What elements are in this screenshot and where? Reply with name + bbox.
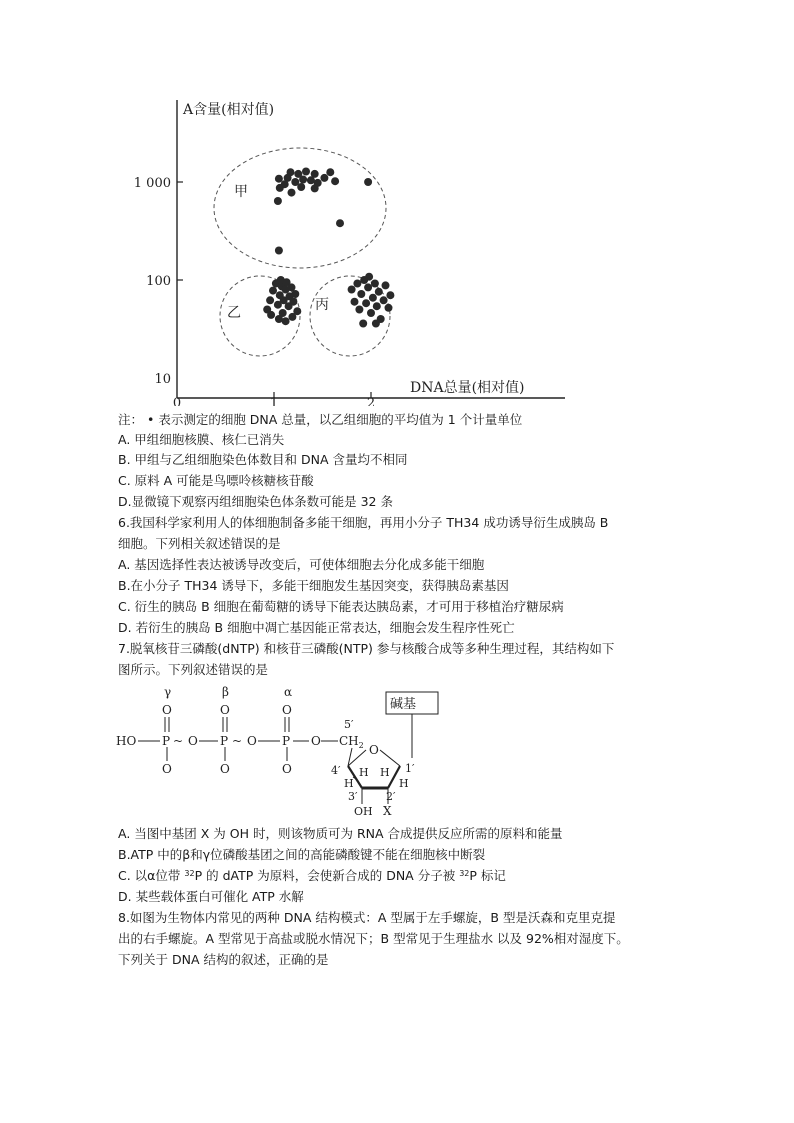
data-point-bing	[351, 298, 359, 306]
gamma-oxygen-top: O	[162, 703, 172, 717]
base-label: 碱基	[390, 697, 417, 712]
data-point-jia	[299, 176, 307, 184]
h1: H	[380, 766, 390, 779]
hydroxyl-ho: HO	[116, 734, 137, 748]
q7-option-a: A. 当图中基团 X 为 OH 时，则该物质可为 RNA 合成提供反应所需的原料和能量	[118, 826, 563, 841]
y-tick-label: 1 000	[133, 176, 171, 191]
data-point-yi	[267, 311, 275, 319]
beta-oxygen-bottom: O	[220, 762, 230, 776]
data-point-jia	[320, 174, 328, 182]
q6-stem-line-1: 6.我国科学家利用人的体细胞制备多能干细胞，再用小分子 TH34 成功诱导衍生成胰岛 B	[118, 515, 609, 530]
phosphorus-beta: P	[220, 734, 229, 748]
svg-text:~: ~	[232, 734, 243, 748]
q6-option-b: B.在小分子 TH34 诱导下，多能干细胞发生基因突变，获得胰岛素基因	[118, 578, 509, 593]
phosphorus-gamma: P	[162, 734, 171, 748]
q6-option-c: C. 衍生的胰岛 B 细胞在葡萄糖的诱导下能表达胰岛素，才可用于移植治疗糖尿病	[118, 599, 564, 614]
q7-option-d: D. 某些载体蛋白可催化 ATP 水解	[118, 889, 304, 904]
data-point-bing	[369, 294, 377, 302]
data-point-yi	[277, 276, 285, 284]
x-axis-label: DNA总量(相对值)	[410, 380, 525, 396]
data-point-jia	[287, 168, 295, 176]
group-yi-label: 乙	[227, 305, 241, 321]
data-point-yi	[291, 290, 299, 298]
q8-stem-line-2: 出的右手螺旋。A 型常见于高盐或脱水情况下；B 型常见于生理盐水 以及 92%相对湿度下。	[118, 931, 629, 946]
y-tick-label: 100	[146, 274, 171, 289]
alpha-oxygen-bottom: O	[282, 762, 292, 776]
data-point-yi	[288, 313, 296, 321]
data-point-bing	[386, 291, 394, 299]
q7-stem-line-2: 图所示。下列叙述错误的是	[118, 662, 269, 677]
group-jia-ellipse	[214, 148, 386, 268]
data-point-bing	[355, 306, 363, 314]
data-point-bing	[382, 281, 390, 289]
x-tick-label: 2	[366, 396, 376, 406]
data-point-jia	[311, 184, 319, 192]
group-bing-label: 丙	[315, 297, 329, 313]
group-jia-label: 甲	[234, 184, 248, 200]
q5-option-b: B. 甲组与乙组细胞染色体数目和 DNA 含量均不相同	[118, 452, 408, 467]
svg-text:~: ~	[173, 734, 184, 748]
q8-stem-line-3: 下列关于 DNA 结构的叙述，正确的是	[118, 952, 329, 967]
alpha-label: α	[284, 685, 293, 699]
q5-option-d: D.显微镜下观察丙组细胞染色体条数可能是 32 条	[118, 494, 393, 509]
q7-option-c: C. 以α位带 $^{32}$P 的 dATP 为原料，会使新合成的 DNA 分子被 $^{32}$P 标记	[118, 868, 506, 883]
data-point-bing	[367, 309, 375, 317]
h4: H	[359, 766, 369, 779]
oh-3prime: OH	[354, 805, 373, 818]
x-tick-label: 1	[269, 396, 279, 406]
data-point-bing	[371, 280, 379, 288]
c5-label: 5′	[344, 718, 354, 731]
h2: H	[399, 777, 409, 790]
data-point-jia	[311, 170, 319, 178]
data-point-yi	[266, 296, 274, 304]
data-point-jia	[364, 178, 372, 186]
c2-label: 2′	[386, 790, 396, 803]
data-point-bing	[353, 280, 361, 288]
ester-oxygen: O	[311, 734, 321, 748]
c1-label: 1′	[405, 762, 415, 775]
data-point-bing	[373, 302, 381, 310]
chart-note: 注： • 表示测定的细胞 DNA 总量，以乙组细胞的平均值为 1 个计量单位	[118, 412, 523, 427]
data-point-yi	[289, 298, 297, 306]
q8-stem-line-1: 8.如图为生物体内常见的两种 DNA 结构模式：A 型属于左手螺旋，B 型是沃森和克里克提	[118, 910, 616, 925]
data-point-bing	[380, 296, 388, 304]
data-point-jia	[275, 247, 283, 255]
q6-stem-line-2: 细胞。下列相关叙述错误的是	[118, 536, 281, 551]
group-x: X	[383, 804, 392, 818]
data-point-bing	[364, 283, 372, 291]
ntp-structure-diagram	[116, 684, 446, 820]
gamma-label: γ	[164, 685, 172, 699]
q5-option-a: A. 甲组细胞核膜、核仁已消失	[118, 432, 285, 447]
data-point-jia	[302, 168, 310, 176]
data-point-jia	[288, 189, 296, 197]
q7-stem-line-1: 7.脱氧核苷三磷酸(dNTP) 和核苷三磷酸(NTP) 参与核酸合成等多种生理过程，其结构如下	[118, 641, 615, 656]
c4-label: 4′	[331, 764, 341, 777]
beta-oxygen-top: O	[220, 703, 230, 717]
data-point-jia	[331, 177, 339, 185]
data-point-bing	[375, 288, 383, 296]
data-point-jia	[326, 168, 334, 176]
c3-label: 3′	[348, 790, 358, 803]
h3: H	[344, 777, 354, 790]
q6-option-a: A. 基因选择性表达被诱导改变后，可使体细胞去分化成多能干细胞	[118, 557, 485, 572]
data-point-bing	[362, 299, 370, 307]
q6-option-d: D. 若衍生的胰岛 B 细胞中凋亡基因能正常表达，细胞会发生程序性死亡	[118, 620, 515, 635]
y-axis-label: A含量(相对值)	[183, 102, 275, 118]
data-point-bing	[372, 320, 380, 328]
gamma-oxygen-bottom: O	[162, 762, 172, 776]
q5-option-c: C. 原料 A 可能是鸟嘌呤核糖核苷酸	[118, 473, 314, 488]
bridge-oxygen-1: O	[188, 734, 198, 748]
data-point-jia	[336, 219, 344, 227]
data-point-jia	[275, 175, 283, 183]
data-point-bing	[357, 290, 365, 298]
scatter-chart	[110, 98, 570, 406]
y-tick-label: 10	[154, 372, 171, 387]
alpha-oxygen-top: O	[282, 703, 292, 717]
q7-option-b: B.ATP 中的β和γ位磷酸基团之间的高能磷酸键不能在细胞核中断裂	[118, 847, 486, 862]
data-point-yi	[269, 287, 277, 295]
data-point-bing	[385, 304, 393, 312]
data-point-bing	[359, 320, 367, 328]
data-point-jia	[274, 197, 282, 205]
beta-label: β	[222, 685, 229, 699]
bridge-oxygen-2: O	[247, 734, 257, 748]
phosphorus-alpha: P	[282, 734, 291, 748]
ring-oxygen: O	[369, 743, 379, 757]
x-tick-label: 0	[172, 396, 182, 406]
data-point-yi	[282, 317, 290, 325]
data-point-bing	[348, 286, 356, 294]
ch2-group: $CH_2$	[339, 734, 364, 750]
data-point-jia	[297, 183, 305, 191]
data-point-bing	[365, 273, 373, 281]
